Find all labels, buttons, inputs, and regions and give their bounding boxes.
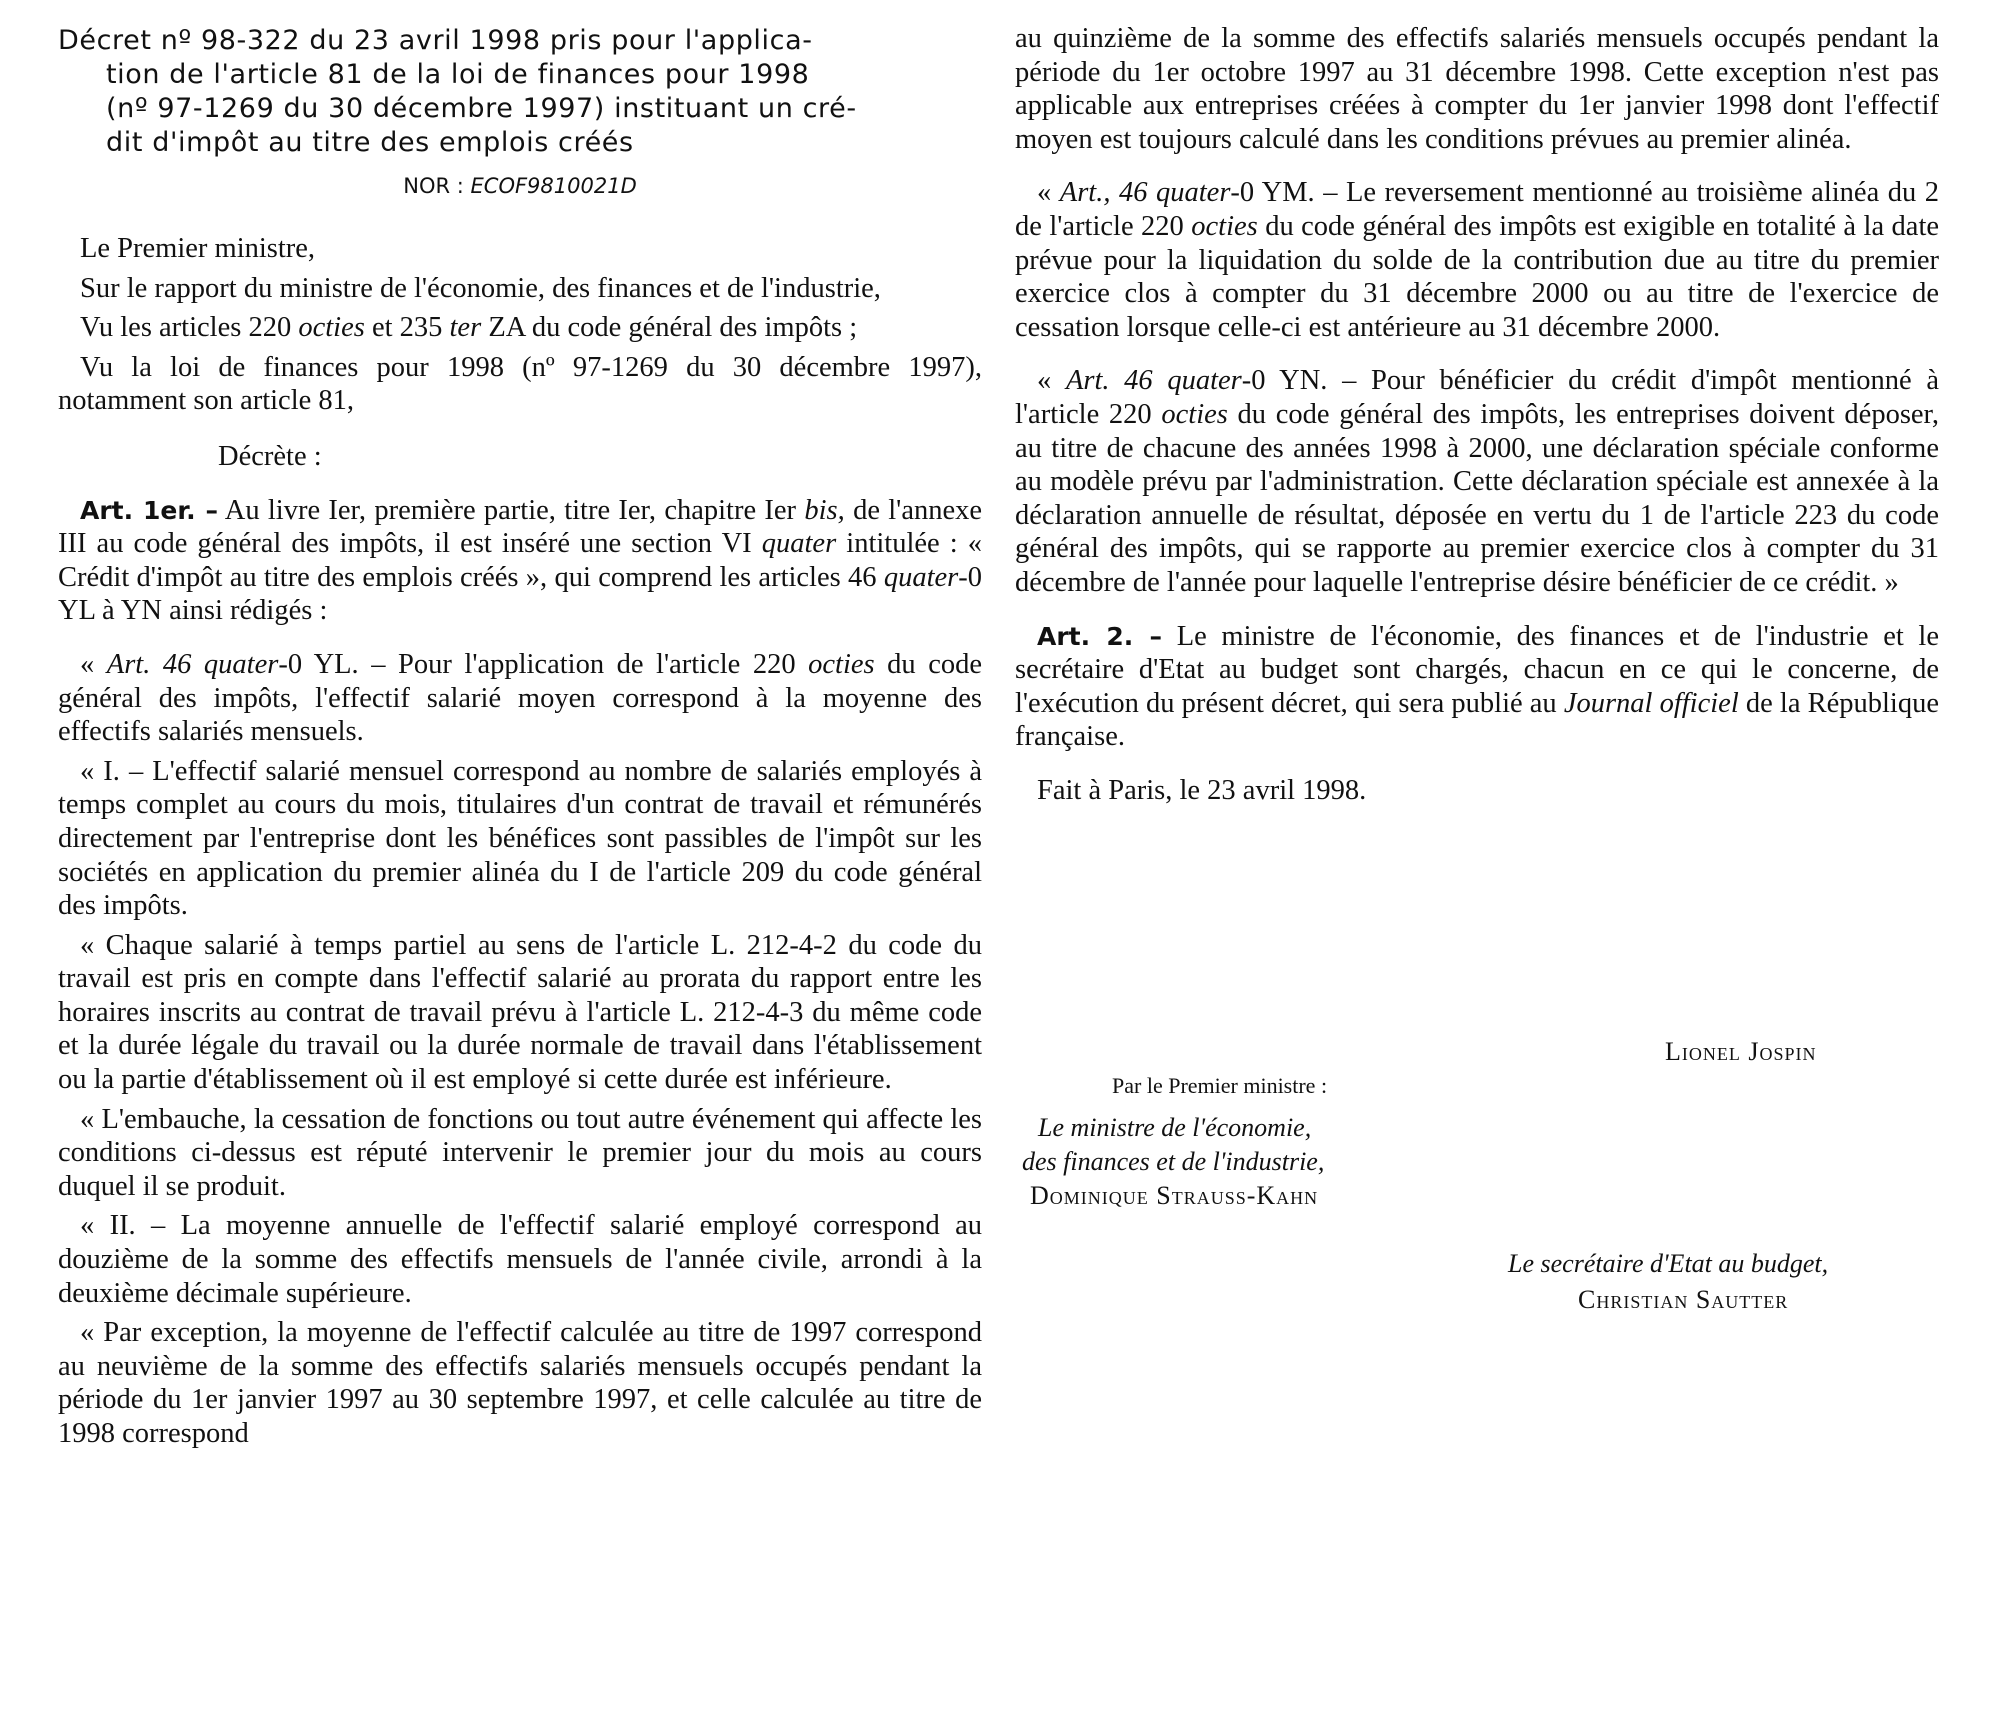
article-2-heading: Art. 2. –: [1037, 621, 1163, 651]
paragraph-embauche: « L'embauche, la cessation de fonctions ou tout autre événement qui affecte les conditions ci-dessus est réputé intervenir le premier jour du mois au cours duquel il se produit.: [58, 1103, 982, 1202]
preamble-vu-articles: [58, 311, 982, 345]
article-46-yn: [1015, 364, 1939, 599]
ym-quote: «: [1037, 177, 1052, 209]
yn-quote: «: [1037, 365, 1052, 397]
nor-reference: [58, 174, 982, 198]
article-1-quater-1: quater: [761, 528, 837, 560]
ym-heading: Art., 46 quater: [1059, 177, 1231, 209]
article-2: [1015, 620, 1939, 754]
vu-articles-octies: octies: [298, 312, 365, 344]
paragraph-exception-continued: au quinzième de la somme des effectifs salariés mensuels occupés pendant la période du 1er octobre 1997 au 31 décembre 1998. Cette exception n'est pas applicable aux entreprises créées à compter du 1er janvier 1998 dont l'effectif moyen est toujours calculé dans les conditions prévues au premier alinéa.: [1015, 23, 1939, 155]
paragraph-exception: « Par exception, la moyenne de l'effectif calculée au titre de 1997 correspond au neuvième de la somme des effectifs salariés mensuels occupés pendant la période du 1er janvier 1997 au 30 septembre 1997, et celle calculée au titre de 1998 correspond: [58, 1317, 982, 1449]
minister-title-line-1: Le ministre de l'économie,: [1038, 1113, 1312, 1142]
article-1: [58, 494, 982, 628]
yn-octies: octies: [1161, 398, 1228, 430]
yn-text-2: du code général des impôts, les entreprises doivent déposer, au titre de chacune des années 1998 à 2000, une déclaration spéciale conforme au modèle prévu par l'administration. Cette déclaration spéciale est annexée à la déclaration annuelle de résultat, déposée en vertu du 1 de l'article 223 du code général des impôts, qui se rapporte au premier exercice clos à compter du 31 décembre de l'année pour laquelle l'entreprise désire bénéficier de ce crédit. »: [1015, 398, 1940, 598]
title-line-2: tion de l'article 81 de la loi de finances pour 1998: [106, 59, 810, 90]
left-column: [58, 0, 982, 1451]
nor-label: NOR :: [403, 174, 464, 198]
secretary-title: Le secrétaire d'Etat au budget,: [1508, 1249, 1829, 1278]
article-1-heading: Art. 1er. –: [80, 495, 219, 525]
vu-articles-text-3: ZA du code général des impôts ;: [488, 312, 858, 344]
ym-text-1: -0 YM. – Le reversement mentionné au troisième alinéa du 2 de l'article 220: [1015, 177, 1940, 242]
preamble-rapport: Sur le rapport du ministre de l'économie, des finances et de l'industrie,: [80, 272, 881, 304]
preamble-premier-ministre: Le Premier ministre,: [80, 233, 316, 264]
yl-text-2: du code général des impôts, l'effectif salarié moyen correspond à la moyenne des effectifs salariés mensuels.: [58, 648, 983, 748]
article-1-text-2: de l'annexe III au code général des impôts, il est inséré une section VI: [58, 494, 983, 560]
article-1-quater-2: quater: [883, 561, 959, 593]
yl-heading: Art. 46 quater: [106, 648, 279, 680]
article-46-yl: [58, 648, 982, 749]
preamble-vu-loi: Vu la loi de finances pour 1998 (nº 97-1269 du 30 décembre 1997), notamment son article 81,: [58, 351, 982, 417]
article-46-ym: [1015, 176, 1939, 344]
par-le-premier-ministre: Par le Premier ministre :: [1112, 1073, 1328, 1098]
vu-articles-text-2: et 235: [371, 312, 443, 344]
article-2-journal-officiel: Journal officiel: [1563, 687, 1739, 719]
decree-title: [58, 24, 982, 160]
yn-text-1: -0 YN. – Pour bénéficier du crédit d'impôt mentionné à l'article 220: [1015, 365, 1940, 430]
article-1-text-3: intitulée : « Crédit d'impôt au titre des emplois créés », qui comprend les articles 46: [58, 528, 983, 593]
article-1-text-4: -0 YL à YN ainsi rédigés :: [58, 561, 983, 627]
minister-title-line-2: des finances et de l'industrie,: [1022, 1147, 1325, 1176]
yl-octies: octies: [808, 648, 875, 680]
decrete-heading: Décrète :: [218, 440, 322, 472]
article-1-text-1: Au livre Ier, première partie, titre Ier, chapitre Ier: [224, 494, 797, 526]
yl-quote: «: [80, 648, 95, 680]
title-line-4: dit d'impôt au titre des emplois créés: [106, 127, 634, 158]
ym-text-2: du code général des impôts est exigible en totalité à la date prévue pour la liquidation du solde de la contribution due au titre du premier exercice clos à compter du 31 décembre 2000 ou au titre de l'exercice de cessation lorsque celle-ci est antérieure au 31 décembre 2000.: [1015, 210, 1940, 343]
yn-heading: Art. 46 quater: [1065, 365, 1242, 397]
article-1-bis: bis,: [804, 494, 845, 526]
paragraph-II: « II. – La moyenne annuelle de l'effectif salarié employé correspond au douzième de la somme des effectifs mensuels de l'année civile, arrondi à la deuxième décimale supérieure.: [58, 1210, 982, 1309]
fait-a-paris: Fait à Paris, le 23 avril 1998.: [1037, 774, 1367, 806]
signature-premier-ministre: Lionel Jospin: [1665, 1037, 1817, 1066]
yl-text-1: -0 YL. – Pour l'application de l'article 220: [278, 648, 796, 680]
ym-octies: octies: [1191, 210, 1258, 242]
title-line-1: Décret nº 98-322 du 23 avril 1998 pris pour l'applica-: [58, 25, 813, 56]
title-line-3: (nº 97-1269 du 30 décembre 1997) instituant un cré-: [106, 93, 857, 124]
article-2-text-1: Le ministre de l'économie, des finances et de l'industrie et le secrétaire d'Etat au budget sont chargés, chacun en ce qui le concerne, de l'exécution du présent décret, qui sera publié au: [1015, 620, 1939, 719]
paragraph-temps-partiel: « Chaque salarié à temps partiel au sens de l'article L. 212-4-2 du code du travail est pris en compte dans l'effectif salarié au prorata du rapport entre les horaires inscrits au contrat de travail prévu à l'article L. 212-4-3 du même code et la durée légale du travail ou la durée normale de travail dans l'établissement ou la partie d'établissement où il est employé si cette durée est inférieure.: [58, 929, 982, 1096]
vu-articles-ter: ter: [449, 312, 482, 344]
right-column: [1015, 0, 1939, 807]
signature-minister-economie: Dominique Strauss-Kahn: [1030, 1181, 1319, 1210]
paragraph-I: « I. – L'effectif salarié mensuel correspond au nombre de salariés employés à temps complet au cours du mois, titulaires d'un contrat de travail et rémunérés directement par l'entreprise dont les bénéfices sont passibles de l'impôt sur les sociétés en application du premier alinéa du I de l'article 209 du code général des impôts.: [58, 755, 982, 922]
signature-secretary-budget: Christian Sautter: [1578, 1285, 1789, 1314]
nor-value: ECOF9810021D: [470, 174, 637, 198]
article-2-text-2: de la République française.: [1015, 687, 1939, 753]
vu-articles-text-1: Vu les articles 220: [80, 312, 292, 344]
